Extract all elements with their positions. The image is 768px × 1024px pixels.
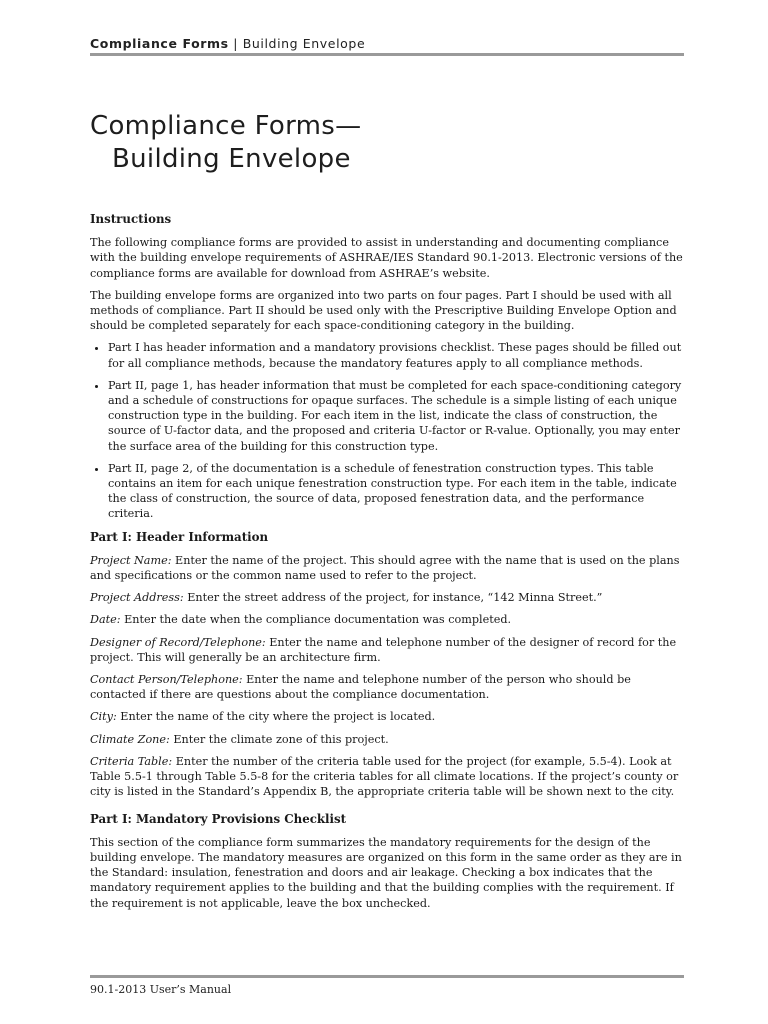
field-text: Enter the climate zone of this project. — [169, 732, 389, 746]
running-header-rest: Building Envelope — [242, 36, 366, 51]
document-body — [90, 212, 684, 918]
header-rule — [90, 53, 684, 56]
running-header-separator: | — [228, 36, 243, 51]
field-label: Project Name: — [90, 553, 172, 567]
instructions-bullet-list — [90, 340, 684, 521]
field-description — [90, 590, 684, 605]
field-label: Climate Zone: — [90, 732, 170, 746]
page-footer: 90.1-2013 User’s Manual — [90, 983, 232, 996]
field-text: Enter the name and telephone number of the designer of record for the project. This will generally be an architecture firm. — [90, 635, 677, 664]
instructions-heading: Instructions — [90, 212, 172, 226]
field-label: Date: — [90, 613, 121, 627]
field-label: Designer of Record/Telephone: — [90, 635, 266, 649]
field-description — [90, 672, 684, 702]
field-text: Enter the number of the criteria table used for the project (for example, 5.5-4). Look at Table 5.5-1 through Table 5.5-8 for the criteria tables for all climate locations. If the project’s county or city is listed in the Standard’s Appendix B, the appropriate criteria table will be shown next to the city. — [90, 754, 679, 799]
field-label: City: — [90, 710, 117, 724]
field-text: Enter the date when the compliance documentation was completed. — [120, 613, 512, 627]
page-title — [90, 110, 684, 176]
mandatory-checklist-heading: Part I: Mandatory Provisions Checklist — [90, 811, 347, 826]
instructions-paragraph-2: The building envelope forms are organized into two parts on four pages. Part I should be used with all methods of compliance. Part II should be used only with the Prescriptive Building Envelope Option and should be completed separately for each space-conditioning category in the building. — [90, 288, 677, 333]
field-description — [90, 635, 684, 665]
list-item: • Part I has header information and a mandatory provisions checklist. These pages should be filled out for all compliance methods, because the mandatory features apply to all compliance methods. — [108, 340, 684, 370]
header-info-heading: Part I: Header Information — [90, 529, 269, 544]
list-item: • Part II, page 2, of the documentation is a schedule of fenestration construction types. This table contains an item for each unique fenestration construction type. For each item in the table, indicate the class of construction, the source of data, proposed fenestration data, and the performance criteria. — [108, 461, 684, 522]
page-title-line-2: Building Envelope — [112, 144, 351, 174]
list-item: • Part II, page 1, has header information that must be completed for each space-conditioning category and a schedule of constructions for opaque surfaces. The schedule is a simple listing of each unique construction type in the building. For each item in the list, indicate the class of construction, the source of U-factor data, and the proposed and criteria U-factor or R-value. Optionally, you may enter the surface area of the building for this construction type. — [108, 378, 684, 454]
running-header-bold: Compliance Forms — [90, 36, 229, 51]
field-description — [90, 553, 684, 583]
mandatory-checklist-paragraph: This section of the compliance form summarizes the mandatory requirements for the design of the building envelope. The mandatory measures are organized on this form in the same order as they are in the Standard: insulation, fenestration and doors and air leakage. Checking a box indicates that the mandatory requirement applies to the building and that the building complies with the requirement. If the requirement is not applicable, leave the box unchecked. — [90, 835, 682, 910]
field-label: Criteria Table: — [90, 754, 173, 768]
field-description — [90, 732, 684, 747]
field-label: Contact Person/Telephone: — [90, 673, 243, 687]
field-text: Enter the name and telephone number of the person who should be contacted if there are questions about the compliance documentation. — [90, 673, 631, 702]
field-text: Enter the street address of the project, for instance, “142 Minna Street.” — [183, 591, 603, 605]
field-text: Enter the name of the project. This should agree with the name that is used on the plans and specifications or the common name used to refer to the project. — [90, 553, 680, 583]
instructions-paragraph-1: The following compliance forms are provided to assist in understanding and documenting compliance with the building envelope requirements of ASHRAE/IES Standard 90.1-2013. Electronic versions of the compliance forms are available for download from ASHRAE’s website. — [90, 236, 683, 280]
field-description — [90, 754, 684, 800]
field-description — [90, 612, 684, 627]
footer-rule — [90, 975, 684, 978]
running-header — [90, 36, 684, 51]
field-text: Enter the name of the city where the project is located. — [116, 710, 436, 724]
page-title-line-1: Compliance Forms— — [90, 111, 362, 141]
field-description — [90, 709, 684, 724]
field-label: Project Address: — [90, 591, 184, 605]
